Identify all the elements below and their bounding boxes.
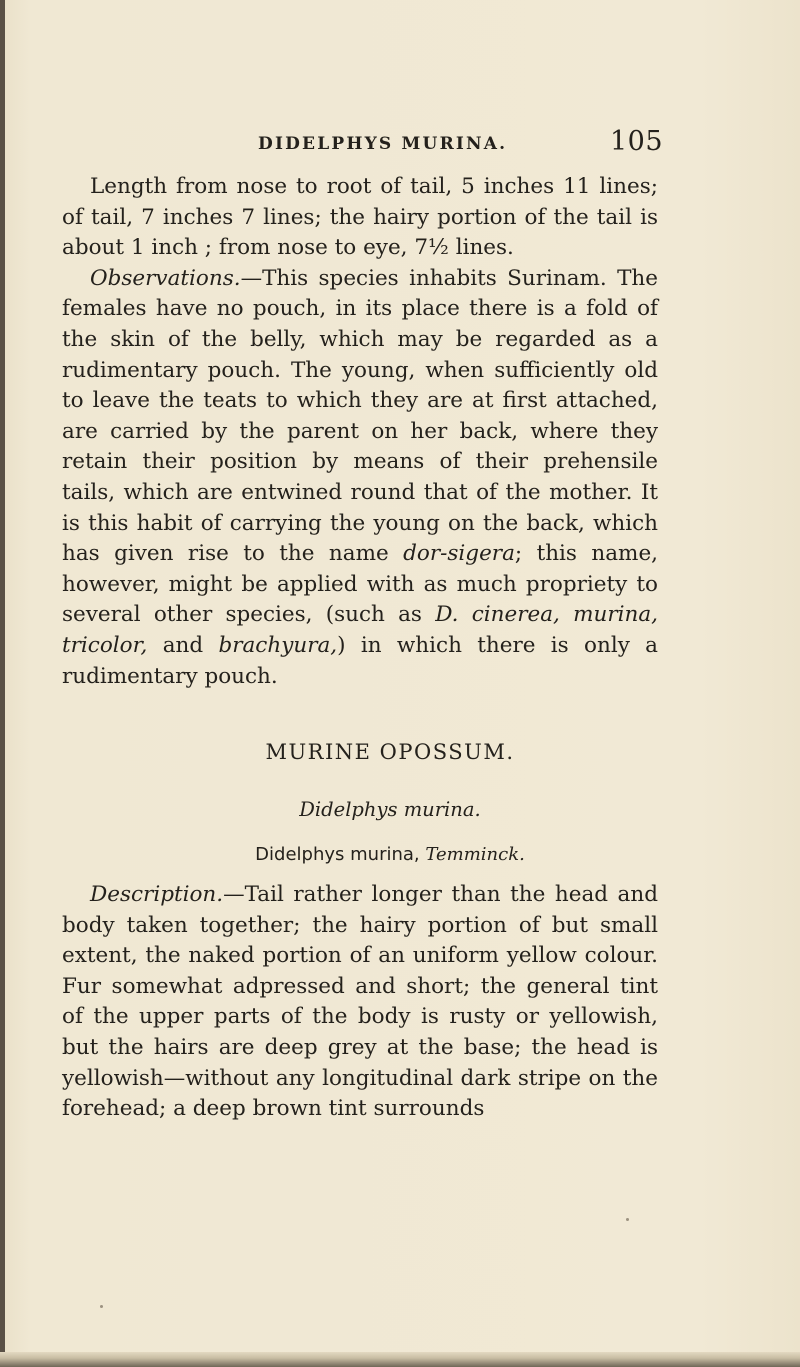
lower-text-block bbox=[62, 880, 658, 1125]
upper-text-block bbox=[62, 172, 658, 692]
section-heading: MURINE OPOSSUM. bbox=[265, 740, 515, 764]
measurements-line-1: Length from nose to root of tail, 5 inches 11 lines; bbox=[90, 174, 658, 199]
description-label: Description. bbox=[90, 882, 224, 907]
measurements-paragraph bbox=[62, 172, 658, 264]
dorsigera-term: dor-sigera bbox=[403, 541, 515, 567]
page-header bbox=[0, 126, 800, 166]
observations-text-c: and bbox=[147, 632, 219, 658]
synonym-author: Temminck. bbox=[425, 844, 525, 865]
latin-name: Didelphys murina. bbox=[299, 798, 481, 821]
observations-text-b: ; this name, however, might be applied with as much propriety to several other species, (such as bbox=[62, 541, 659, 628]
synonym-name: Didelphys murina, bbox=[255, 844, 420, 865]
brachyura-term: brachyura, bbox=[218, 632, 338, 658]
synonym-line bbox=[0, 844, 790, 865]
measurements-line-2: of tail, 7 inches 7 lines; the hairy portion of the tail bbox=[62, 204, 641, 230]
description-text: —Tail rather longer than the head and body taken together; the hairy portion of but small extent, the naked portion of an uniform yellow colour. Fur somewhat adpressed and short; the general tint of the upper parts of the body is rusty or yellowish, but the hairs are deep grey at the base; the head is yellowish—without any longitudinal dark stripe on the forehead; a deep brown tint surrounds bbox=[62, 882, 658, 1122]
page-left-edge bbox=[0, 0, 5, 1367]
measurements-line-3: is about 1 inch ; from nose to eye, 7½ lines. bbox=[62, 204, 658, 261]
observations-paragraph bbox=[62, 264, 658, 692]
running-title: DIDELPHYS MURINA. bbox=[258, 134, 508, 154]
paper-speck bbox=[100, 1305, 103, 1308]
observations-text-d: ) in which there is only a rudimentary pouch. bbox=[62, 632, 658, 689]
page-number: 105 bbox=[610, 126, 664, 157]
observations-label: Observations. bbox=[90, 265, 241, 291]
description-paragraph bbox=[62, 880, 658, 1125]
paper-speck bbox=[626, 1218, 629, 1221]
observations-text-a: —This species inhabits Surinam. The females have no pouch, in its place there is a fold of the skin of the belly, which may be regarded as a rudimentary pouch. The young, when sufficiently old to leave the teats to which they are at first attached, are carried by the parent on her back, where they retain their position by means of their prehensile tails, which are entwined round that of the mother. It is this habit of carrying the young on the back, which has given rise to the name bbox=[62, 265, 658, 567]
species-list: D. cinerea, murina, tricolor, bbox=[62, 602, 658, 658]
page-bottom-edge bbox=[0, 1352, 800, 1367]
